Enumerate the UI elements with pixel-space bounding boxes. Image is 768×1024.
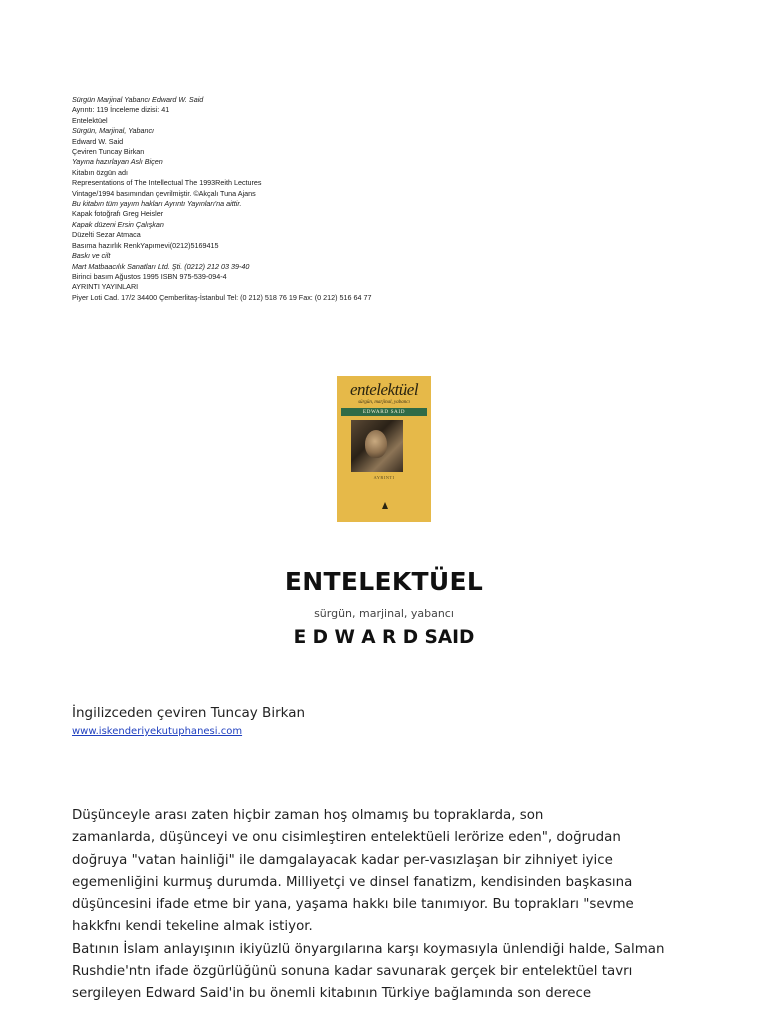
colophon-line: Kapak fotoğrafı Greg Heisler	[72, 209, 164, 219]
cover-author-band: EDWARD SAID	[341, 408, 427, 416]
book-subtitle: sürgün, marjinal, yabancı	[314, 607, 454, 620]
book-cover-image	[337, 376, 431, 522]
body-line: zamanlarda, düşünceyi ve onu cisimleştiren entelektüeli lerörize eden", doğrudan	[72, 830, 621, 846]
colophon-line: Bu kitabın tüm yayım hakları Ayrıntı Yayınları'na aittir.	[72, 199, 242, 209]
body-line: Düşünceyle arası zaten hiçbir zaman hoş olmamış bu topraklarda, son	[72, 808, 544, 823]
library-link[interactable]: www.iskenderiyekutuphanesi.com	[72, 726, 243, 737]
cover-portrait	[351, 420, 403, 472]
colophon-line: Yayına hazırlayan Aslı Biçen	[72, 157, 163, 167]
colophon-line: AYRINTI YAYINLARI	[72, 282, 139, 292]
colophon-line: Kapak düzeni Ersin Çalışkan	[72, 219, 164, 229]
cover-publisher: AYRINTI	[373, 475, 395, 480]
colophon-line: Baskı ve cilt	[72, 251, 111, 261]
colophon-line: Basıma hazırlık RenkYapımevi(0212)5169415	[72, 240, 219, 250]
body-line: doğruya "vatan hainliği" ile damgalayacak kadar per-vasızlaşan bir zihniyet iyice	[72, 852, 613, 868]
body-text	[72, 805, 702, 1006]
colophon-line: Birinci basım Ağustos 1995 ISBN 975-539-094-4	[72, 271, 227, 281]
body-line: egemenliğini kurmuş durumda. Milliyetçi ve dinsel fanatizm, kendisinden başkasına	[72, 874, 633, 890]
colophon-line: Entelektüel	[72, 115, 108, 125]
cover-portrait-face	[365, 430, 387, 458]
body-line: hakkfnı kendi tekeline almak istiyor.	[72, 919, 313, 935]
colophon-line: Mart Matbaacılık Sanatları Ltd. Şti. (0212) 212 03 39-40	[72, 261, 250, 271]
translator-credit: İngilizceden çeviren Tuncay Birkan	[72, 705, 306, 721]
colophon-line: Kitabın özgün adı	[72, 167, 128, 177]
colophon-line: Piyer Loti Cad. 17/2 34400 Çemberlitaş-İstanbul Tel: (0 212) 518 76 19 Fax: (0 212) 516 64 77	[72, 292, 372, 302]
book-author: E D W A R D SAID	[293, 627, 475, 648]
body-line: Batının İslam anlayışının ikiyüzlü önyargılarına karşı koymasıyla ünlendiği halde, Salman	[72, 941, 665, 957]
colophon-line: Çeviren Tuncay Birkan	[72, 147, 145, 157]
publisher-logo-icon	[382, 502, 388, 509]
colophon-line: Edward W. Said	[72, 136, 124, 146]
body-line: Rushdie'ntn ifade özgürlüğünü sonuna kadar savunarak gerçek bir entelektüel tavrı	[72, 964, 633, 980]
colophon-line: Vintage/1994 basımından çevrilmiştir. ©Akçalı Tuna Ajans	[72, 188, 256, 198]
body-line: sergileyen Edward Said'in bu önemli kitabının Türkiye bağlamında son derece	[72, 986, 592, 1002]
book-title: ENTELEKTÜEL	[284, 567, 484, 596]
colophon-line: Sürgün, Marjinal, Yabancı	[72, 126, 155, 136]
body-line: düşüncesini ifade etme bir yana, yaşama hakkı bile tanımıyor. Bu toprakları "sevme	[72, 897, 634, 913]
colophon-line: Sürgün Marjinal Yabancı Edward W. Said	[72, 95, 204, 104]
colophon-line: Representations of The Intellectual The 1993Reith Lectures	[72, 178, 262, 188]
cover-subtitle: sürgün, marjinal, yabancı	[358, 400, 410, 405]
colophon-line: Ayrıntı: 119 İnceleme dizisi: 41	[72, 105, 170, 115]
cover-title: entelektüel	[349, 380, 419, 399]
colophon	[72, 95, 372, 303]
colophon-line: Düzelti Sezar Atmaca	[72, 230, 141, 240]
